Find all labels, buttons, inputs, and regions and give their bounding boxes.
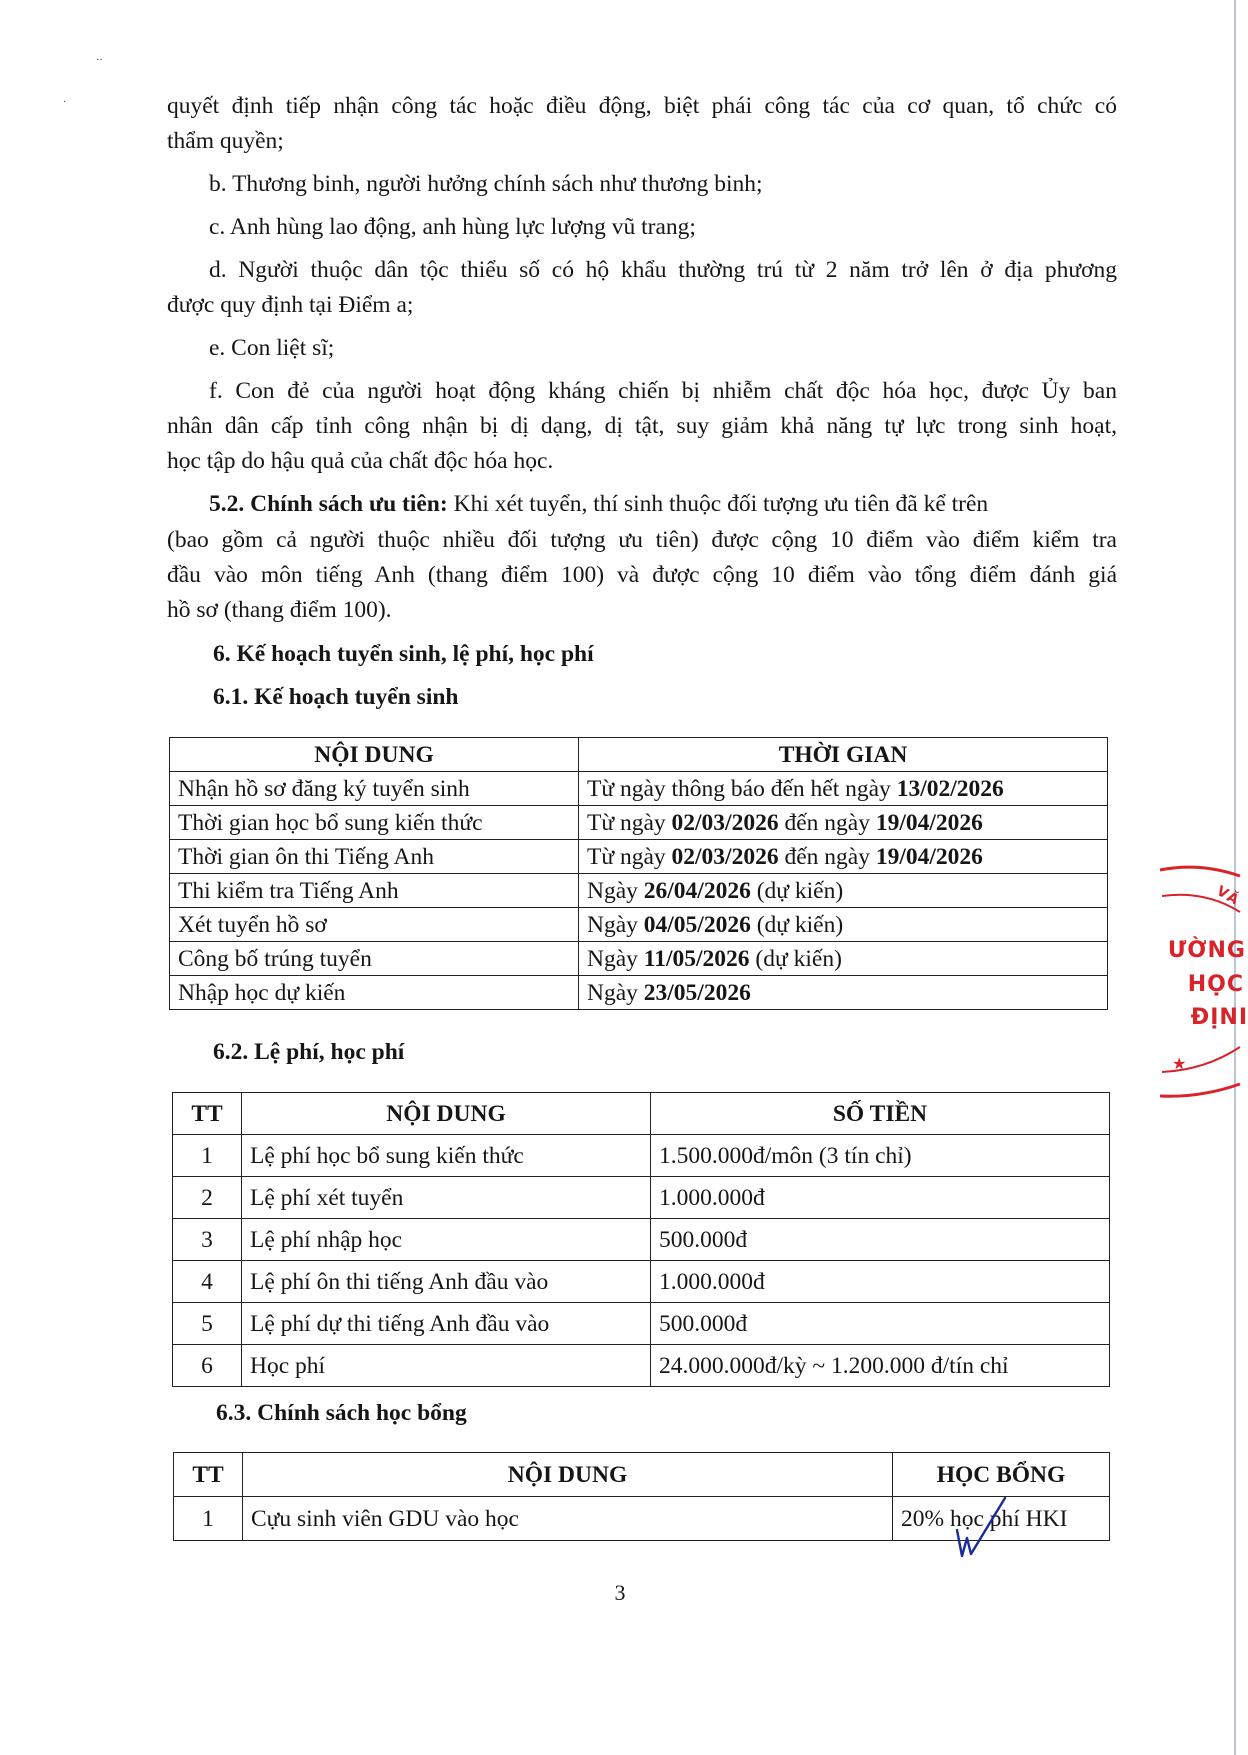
fee-amount-cell: 500.000đ xyxy=(651,1219,1110,1261)
fee-content-cell: Lệ phí ôn thi tiếng Anh đầu vào xyxy=(242,1261,651,1303)
fee-amount-cell: 1.500.000đ/môn (3 tín chỉ) xyxy=(651,1135,1110,1177)
date-value: 19/04/2026 xyxy=(875,843,983,870)
stamp-text: ƯỜNG xyxy=(1167,938,1246,963)
schedule-content-cell: Công bố trúng tuyển xyxy=(170,942,579,976)
paragraph-line: đầu vào môn tiếng Anh (thang điểm 100) và được cộng 10 điểm vào tổng điểm đánh giá xyxy=(167,562,1117,588)
fee-content-cell: Học phí xyxy=(242,1345,651,1387)
schedule-time-cell xyxy=(579,976,1108,1010)
row-number-cell: 5 xyxy=(173,1303,242,1345)
column-header-content: NỘI DUNG xyxy=(170,738,579,772)
schedule-content-cell: Nhập học dự kiến xyxy=(170,976,579,1010)
date-value: 11/05/2026 xyxy=(643,945,750,972)
column-header-content: NỘI DUNG xyxy=(243,1453,893,1497)
scan-speck: ·· xyxy=(96,55,103,66)
row-number-cell: 1 xyxy=(174,1497,243,1541)
column-header-amount: SỐ TIỀN xyxy=(651,1093,1110,1135)
table-row xyxy=(173,1177,1110,1219)
table-row xyxy=(170,840,1108,874)
time-text: (dự kiến) xyxy=(750,877,844,904)
time-text: Ngày xyxy=(587,877,644,904)
row-number-cell: 2 xyxy=(173,1177,242,1219)
date-value: 23/05/2026 xyxy=(643,979,751,1006)
date-value: 26/04/2026 xyxy=(643,877,751,904)
list-item-f: f. Con đẻ của người hoạt động kháng chiến bị nhiễm chất độc hóa học, được Ủy ban xyxy=(209,378,1117,404)
time-text: (dự kiến) xyxy=(749,945,842,972)
scholarship-value-cell: 20% học phí HKI xyxy=(893,1497,1110,1541)
column-header-time: THỜI GIAN xyxy=(579,738,1108,772)
date-value: 02/03/2026 xyxy=(671,843,779,870)
paragraph-line: quyết định tiếp nhận công tác hoặc điều động, biệt phái công tác của cơ quan, tổ chức có xyxy=(167,93,1117,119)
schedule-content-cell: Xét tuyển hồ sơ xyxy=(170,908,579,942)
time-text: Từ ngày xyxy=(587,809,672,836)
table-row xyxy=(173,1135,1110,1177)
table-row xyxy=(170,874,1108,908)
time-text: đến ngày xyxy=(778,809,876,836)
schedule-time-cell xyxy=(579,806,1108,840)
time-text: Ngày xyxy=(587,945,644,972)
paragraph-line: hồ sơ (thang điểm 100). xyxy=(167,597,392,623)
table-header-row xyxy=(173,1093,1110,1135)
list-item-b: b. Thương binh, người hưởng chính sách như thương binh; xyxy=(209,171,763,197)
list-item-e: e. Con liệt sĩ; xyxy=(209,335,335,361)
table-row xyxy=(170,806,1108,840)
page-number: 3 xyxy=(614,1580,626,1605)
schedule-content-cell: Thời gian học bổ sung kiến thức xyxy=(170,806,579,840)
time-text: Ngày xyxy=(587,911,644,938)
fee-amount-cell: 1.000.000đ xyxy=(651,1177,1110,1219)
schedule-time-cell xyxy=(579,874,1108,908)
fee-amount-cell: 24.000.000đ/kỳ ~ 1.200.000 đ/tín chỉ xyxy=(651,1345,1110,1387)
fee-content-cell: Lệ phí xét tuyển xyxy=(242,1177,651,1219)
schedule-time-cell xyxy=(579,772,1108,806)
paragraph-line: (bao gồm cả người thuộc nhiều đối tượng ưu tiên) được cộng 10 điểm vào điểm kiểm tra xyxy=(167,527,1117,553)
scan-speck: · xyxy=(63,97,67,108)
official-stamp xyxy=(1160,862,1248,1102)
table-row xyxy=(173,1303,1110,1345)
time-text: Ngày xyxy=(587,979,644,1006)
date-value: 04/05/2026 xyxy=(643,911,751,938)
list-item-c: c. Anh hùng lao động, anh hùng lực lượng vũ trang; xyxy=(209,214,696,240)
table-row xyxy=(170,772,1108,806)
column-header-scholarship: HỌC BỔNG xyxy=(893,1453,1110,1497)
table-header-row xyxy=(170,738,1108,772)
fee-content-cell: Lệ phí dự thi tiếng Anh đầu vào xyxy=(242,1303,651,1345)
signature-mark-icon xyxy=(953,1494,1013,1564)
stamp-text: HỌC xyxy=(1187,972,1244,997)
row-number-cell: 1 xyxy=(173,1135,242,1177)
time-text: đến ngày xyxy=(778,843,876,870)
time-text: Từ ngày xyxy=(587,843,672,870)
table-row xyxy=(173,1219,1110,1261)
heading-6-2: 6.2. Lệ phí, học phí xyxy=(213,1039,405,1065)
stamp-text: VĂ xyxy=(1213,883,1243,909)
fee-content-cell: Lệ phí học bổ sung kiến thức xyxy=(242,1135,651,1177)
schedule-content-cell: Thi kiểm tra Tiếng Anh xyxy=(170,874,579,908)
paragraph-line: thẩm quyền; xyxy=(167,128,284,154)
row-number-cell: 6 xyxy=(173,1345,242,1387)
table-row xyxy=(170,976,1108,1010)
stamp-text: ĐỊNI xyxy=(1190,1005,1248,1030)
row-number-cell: 3 xyxy=(173,1219,242,1261)
section-5-2-line: 5.2. Chính sách ưu tiên: Khi xét tuyển, thí sinh thuộc đối tượng ưu tiên đã kể trên xyxy=(209,491,989,517)
fee-amount-cell: 500.000đ xyxy=(651,1303,1110,1345)
heading-6-3: 6.3. Chính sách học bổng xyxy=(216,1400,467,1426)
time-text: (dự kiến) xyxy=(750,911,844,938)
paragraph-line: nhân dân cấp tỉnh công nhận bị dị dạng, dị tật, suy giảm khả năng tự lực trong sinh hoạt, xyxy=(167,413,1117,439)
heading-6-1: 6.1. Kế hoạch tuyển sinh xyxy=(213,684,459,710)
schedule-content-cell: Nhận hồ sơ đăng ký tuyển sinh xyxy=(170,772,579,806)
column-header-number: TT xyxy=(174,1453,243,1497)
schedule-time-cell xyxy=(579,840,1108,874)
column-header-content: NỘI DUNG xyxy=(242,1093,651,1135)
table-row xyxy=(170,908,1108,942)
fee-amount-cell: 1.000.000đ xyxy=(651,1261,1110,1303)
fees-table xyxy=(172,1092,1110,1387)
date-value: 02/03/2026 xyxy=(671,809,779,836)
admission-schedule-table xyxy=(169,737,1108,1010)
schedule-time-cell xyxy=(579,942,1108,976)
paragraph-line: học tập do hậu quả của chất độc hóa học. xyxy=(167,448,554,474)
table-row xyxy=(173,1345,1110,1387)
fee-content-cell: Lệ phí nhập học xyxy=(242,1219,651,1261)
date-value: 13/02/2026 xyxy=(896,775,1004,802)
list-item-d: d. Người thuộc dân tộc thiểu số có hộ khẩu thường trú từ 2 năm trở lên ở địa phương xyxy=(209,257,1117,283)
date-value: 19/04/2026 xyxy=(875,809,983,836)
schedule-time-cell xyxy=(579,908,1108,942)
row-number-cell: 4 xyxy=(173,1261,242,1303)
time-text: Từ ngày thông báo đến hết ngày xyxy=(587,775,897,802)
section-5-2-label: 5.2. Chính sách ưu tiên: xyxy=(209,491,448,517)
table-row xyxy=(173,1261,1110,1303)
column-header-number: TT xyxy=(173,1093,242,1135)
stamp-star-icon: ★ xyxy=(1172,1054,1188,1073)
scholarship-content-cell: Cựu sinh viên GDU vào học xyxy=(243,1497,893,1541)
paragraph-line: được quy định tại Điểm a; xyxy=(167,292,414,318)
heading-6: 6. Kế hoạch tuyển sinh, lệ phí, học phí xyxy=(213,641,594,667)
table-row xyxy=(170,942,1108,976)
schedule-content-cell: Thời gian ôn thi Tiếng Anh xyxy=(170,840,579,874)
table-header-row xyxy=(174,1453,1110,1497)
